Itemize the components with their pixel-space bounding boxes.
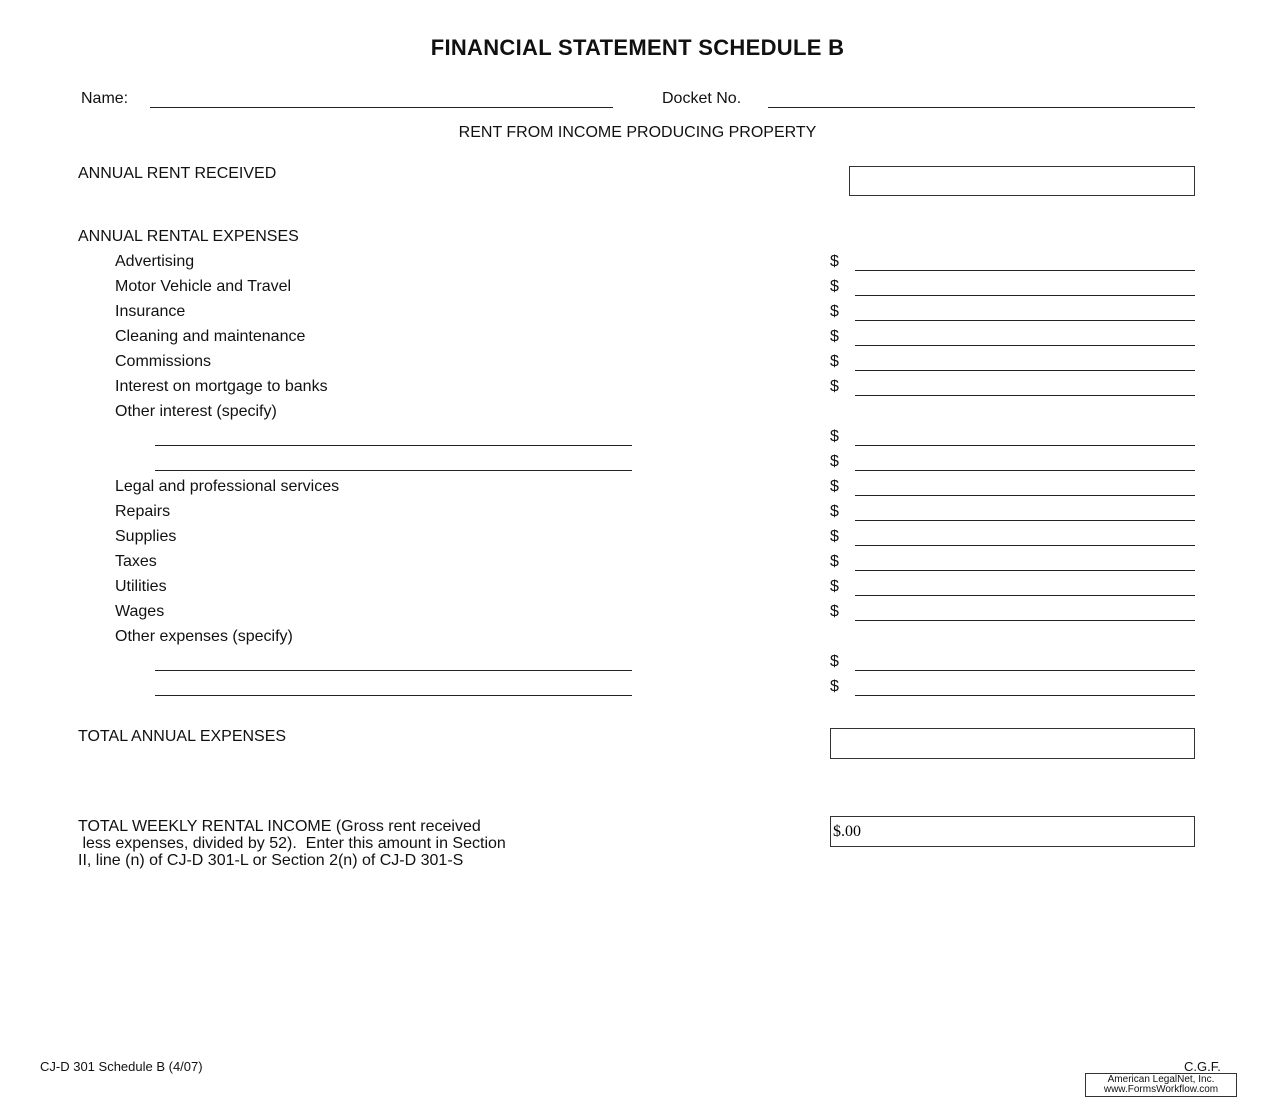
other-expenses-specify-field-2[interactable] <box>155 695 632 696</box>
dollar-sign: $ <box>830 653 839 670</box>
dollar-sign: $ <box>830 603 839 620</box>
name-label: Name: <box>81 90 129 107</box>
dollar-sign: $ <box>830 453 839 470</box>
dollar-sign: $ <box>830 528 839 545</box>
dollar-sign: $ <box>830 553 839 570</box>
total-expenses-label: TOTAL ANNUAL EXPENSES <box>78 728 287 745</box>
weekly-income-label-line: less expenses, divided by 52). Enter this amount in Section <box>78 835 506 852</box>
advertising-amount-field[interactable] <box>855 270 1195 271</box>
publisher-website: www.FormsWorkflow.com <box>1103 1084 1219 1095</box>
expense-label-wages: Wages <box>115 603 165 620</box>
weekly-income-input[interactable] <box>831 817 1194 846</box>
wages-amount-field[interactable] <box>855 620 1195 621</box>
section-subtitle: RENT FROM INCOME PRODUCING PROPERTY <box>458 124 817 141</box>
form-initials: C.G.F. <box>1184 1059 1221 1074</box>
docket-field[interactable] <box>768 107 1195 108</box>
publisher-name: American LegalNet, Inc. <box>1107 1074 1215 1085</box>
expense-label-mortgage-interest: Interest on mortgage to banks <box>115 378 328 395</box>
annual-rent-input[interactable] <box>850 167 1194 195</box>
name-field[interactable] <box>150 107 613 108</box>
weekly-income-label-line: II, line (n) of CJ-D 301-L or Section 2(n) of CJ-D 301-S <box>78 852 464 869</box>
insurance-amount-field[interactable] <box>855 320 1195 321</box>
publisher-logo <box>1085 1073 1237 1097</box>
dollar-sign: $ <box>830 303 839 320</box>
annual-rent-label: ANNUAL RENT RECEIVED <box>78 165 277 182</box>
other-interest-amount-field-2[interactable] <box>855 470 1195 471</box>
utilities-amount-field[interactable] <box>855 595 1195 596</box>
expense-label-legal: Legal and professional services <box>115 478 340 495</box>
dollar-sign: $ <box>830 578 839 595</box>
dollar-sign: $ <box>830 428 839 445</box>
other-interest-specify-field-1[interactable] <box>155 445 632 446</box>
form-code: CJ-D 301 Schedule B (4/07) <box>40 1059 203 1074</box>
supplies-amount-field[interactable] <box>855 545 1195 546</box>
mortgage-interest-amount-field[interactable] <box>855 395 1195 396</box>
dollar-sign: $ <box>830 253 839 270</box>
expense-label-commissions: Commissions <box>115 353 212 370</box>
page-title: FINANCIAL STATEMENT SCHEDULE B <box>430 35 845 60</box>
expense-label-other-interest: Other interest (specify) <box>115 403 277 420</box>
weekly-income-label <box>78 818 506 869</box>
dollar-sign: $ <box>830 378 839 395</box>
annual-rent-input-box[interactable] <box>849 166 1195 196</box>
weekly-income-input-box[interactable] <box>830 816 1195 847</box>
expense-label-motor-vehicle: Motor Vehicle and Travel <box>115 278 292 295</box>
annual-expenses-heading: ANNUAL RENTAL EXPENSES <box>78 228 299 245</box>
dollar-sign: $ <box>830 278 839 295</box>
expense-label-utilities: Utilities <box>115 578 167 595</box>
expense-label-repairs: Repairs <box>115 503 171 520</box>
expense-label-taxes: Taxes <box>115 553 157 570</box>
other-interest-specify-field-2[interactable] <box>155 470 632 471</box>
dollar-sign: $ <box>830 353 839 370</box>
other-expenses-specify-field-1[interactable] <box>155 670 632 671</box>
expense-label-supplies: Supplies <box>115 528 177 545</box>
expense-label-other-expenses: Other expenses (specify) <box>115 628 293 645</box>
other-expenses-amount-field-2[interactable] <box>855 695 1195 696</box>
expense-label-advertising: Advertising <box>115 253 195 270</box>
taxes-amount-field[interactable] <box>855 570 1195 571</box>
dollar-sign: $ <box>830 478 839 495</box>
expense-label-insurance: Insurance <box>115 303 186 320</box>
legal-amount-field[interactable] <box>855 495 1195 496</box>
docket-label: Docket No. <box>662 90 742 107</box>
dollar-sign: $ <box>830 503 839 520</box>
dollar-sign: $ <box>830 678 839 695</box>
cleaning-amount-field[interactable] <box>855 345 1195 346</box>
motor-vehicle-amount-field[interactable] <box>855 295 1195 296</box>
total-expenses-input[interactable] <box>831 729 1194 758</box>
expense-label-cleaning: Cleaning and maintenance <box>115 328 306 345</box>
other-expenses-amount-field-1[interactable] <box>855 670 1195 671</box>
weekly-income-label-line: TOTAL WEEKLY RENTAL INCOME (Gross rent received <box>78 818 481 835</box>
dollar-sign: $ <box>830 328 839 345</box>
other-interest-amount-field-1[interactable] <box>855 445 1195 446</box>
repairs-amount-field[interactable] <box>855 520 1195 521</box>
commissions-amount-field[interactable] <box>855 370 1195 371</box>
total-expenses-input-box[interactable] <box>830 728 1195 759</box>
